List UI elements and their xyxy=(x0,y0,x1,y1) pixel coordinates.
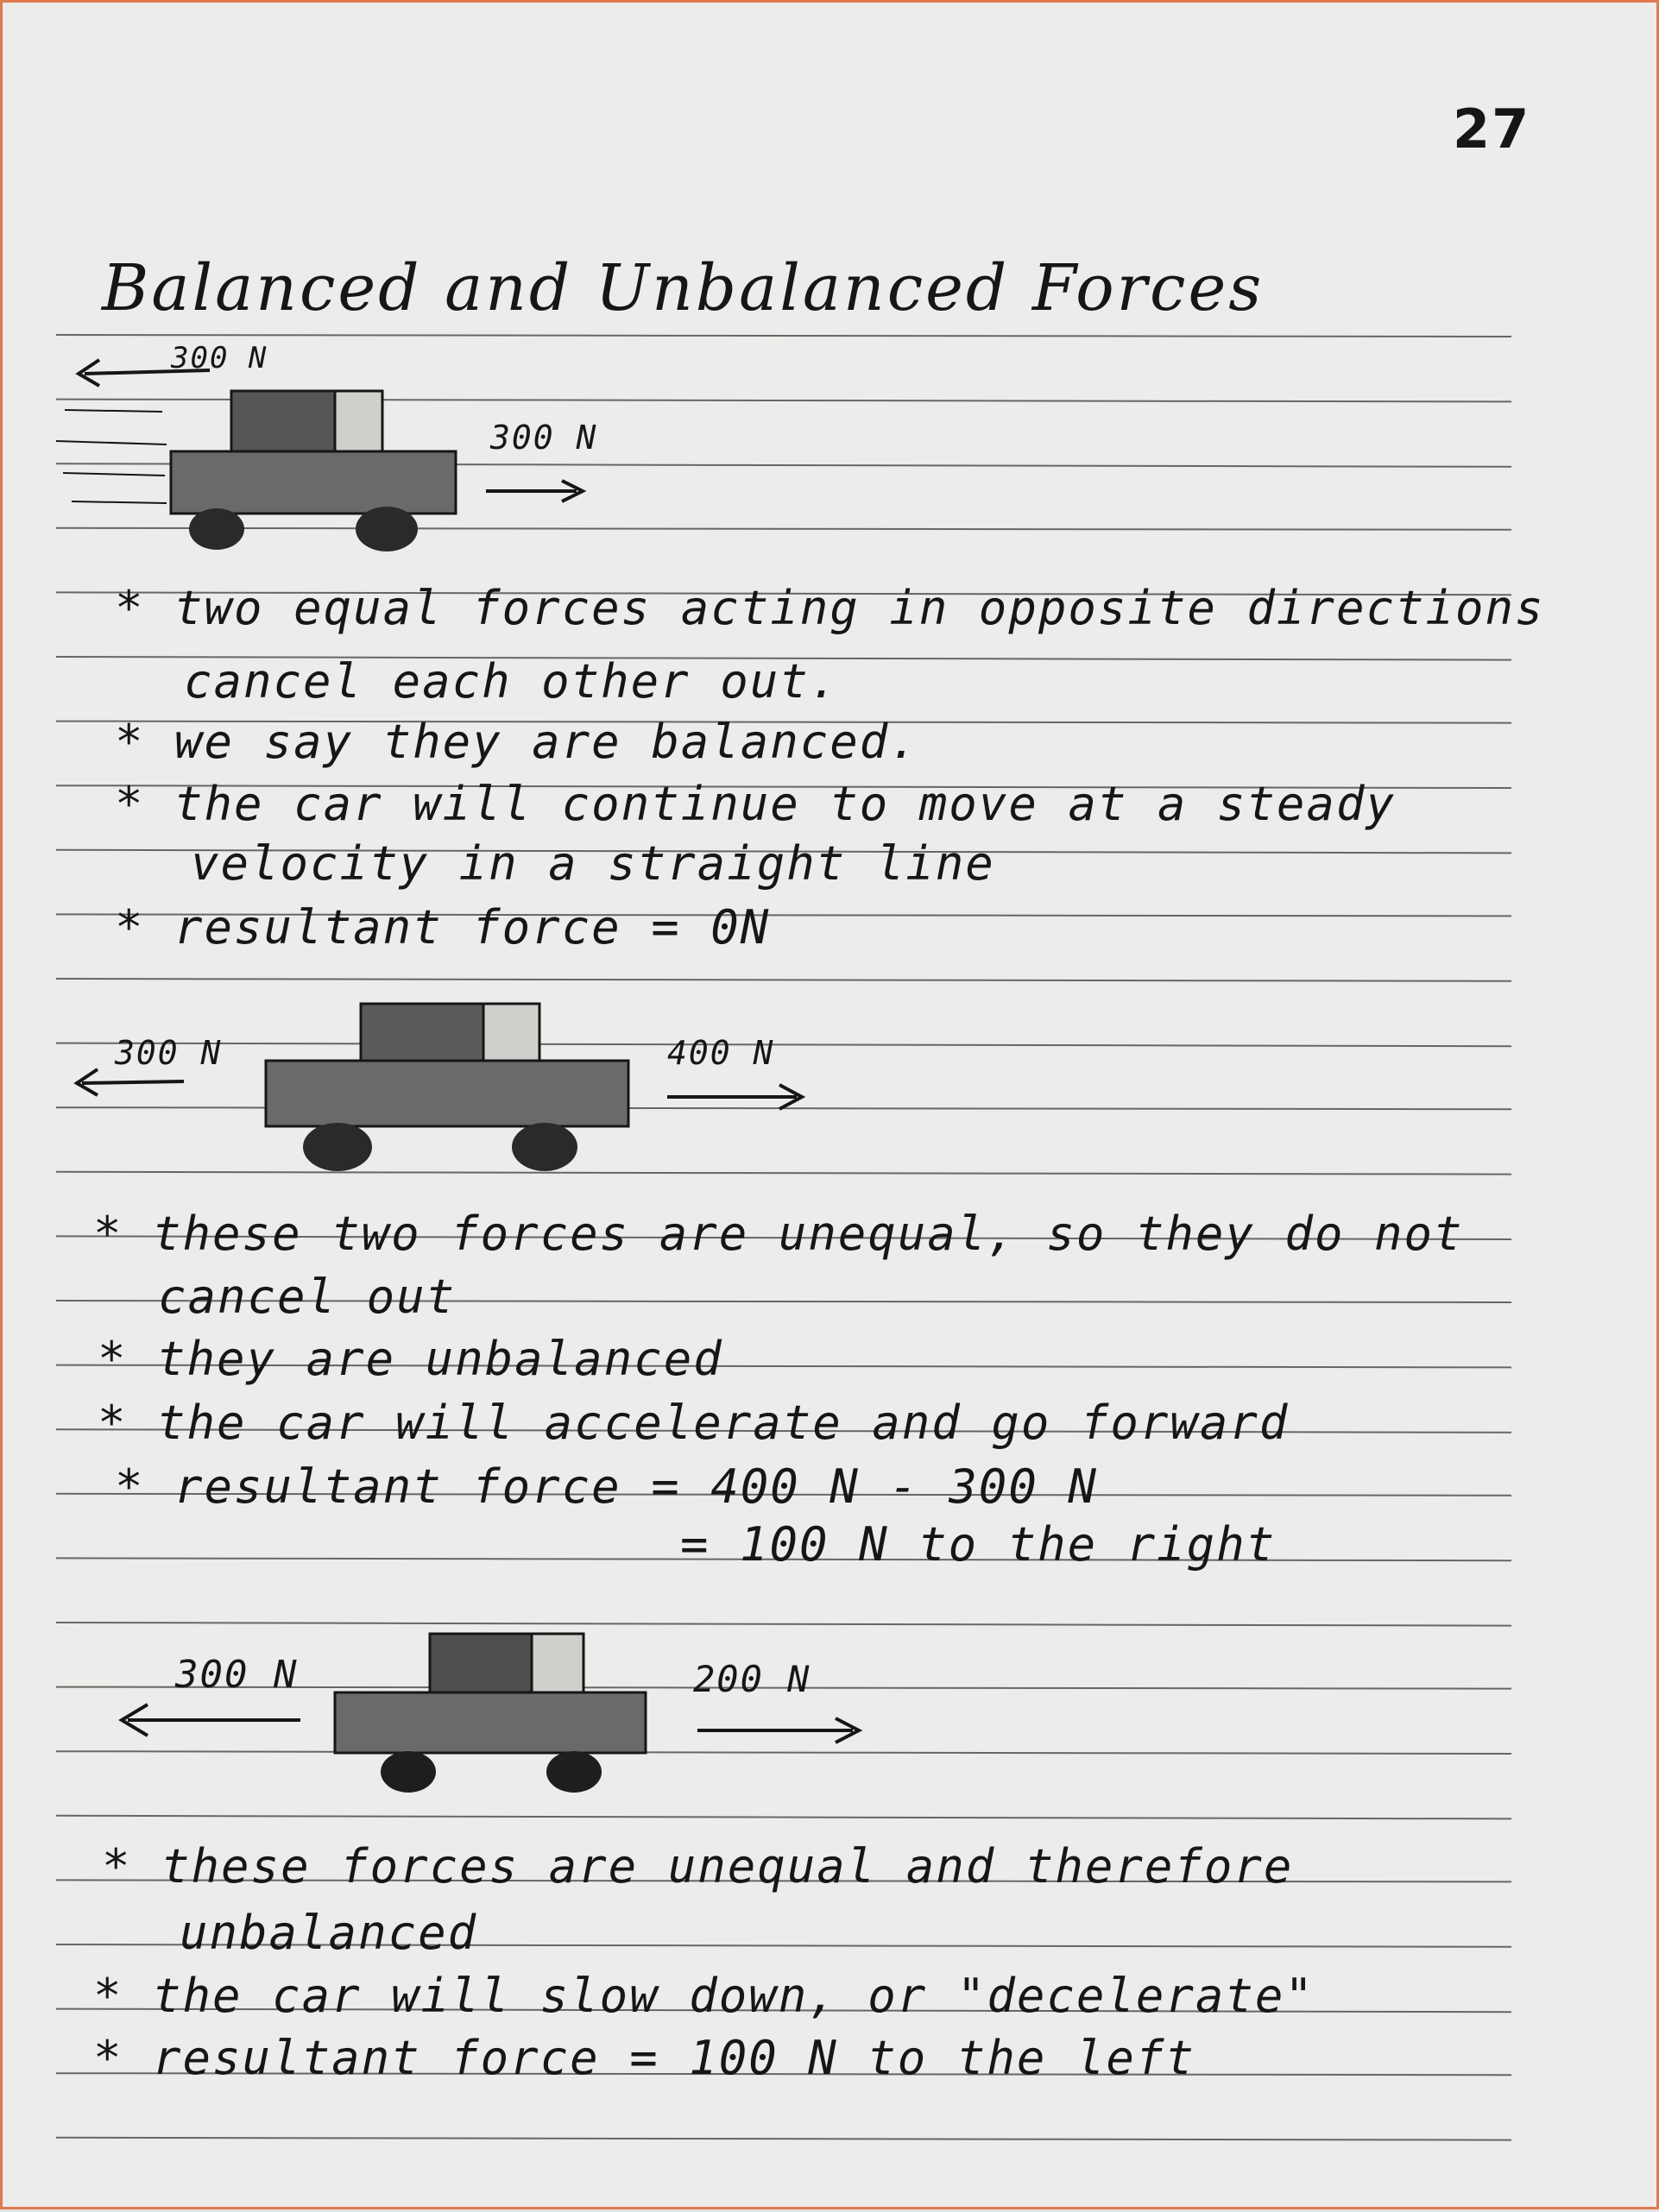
note-line: * these two forces are unequal, so they do not xyxy=(93,1207,1464,1261)
note-line: * these forces are unequal and therefore xyxy=(102,1839,1294,1894)
note-line: * resultant force = 0N xyxy=(115,900,771,955)
diagram2-left-force-label: 300 N xyxy=(115,1034,223,1072)
diagram1-left-force-label: 300 N xyxy=(171,341,268,375)
note-line: * resultant force = 400 N - 300 N xyxy=(115,1459,1098,1514)
diagram1-right-force-label: 300 N xyxy=(490,419,598,457)
page-number: 27 xyxy=(1453,98,1531,161)
note-line: * resultant force = 100 N to the left xyxy=(93,2031,1195,2085)
note-line: * we say they are balanced. xyxy=(115,715,919,769)
diagram3-right-force-label: 200 N xyxy=(693,1658,811,1700)
note-line: * the car will continue to move at a steady xyxy=(115,777,1396,831)
diagram3-left-force-label: 300 N xyxy=(175,1653,299,1697)
note-line: cancel each other out. xyxy=(184,654,840,709)
note-line: * the car will slow down, or "decelerate" xyxy=(93,1969,1315,2023)
note-line: unbalanced xyxy=(180,1906,478,1960)
diagram2-right-force-label: 400 N xyxy=(667,1034,775,1072)
note-line: cancel out xyxy=(158,1270,457,1324)
page-title: Balanced and Unbalanced Forces xyxy=(102,251,1265,325)
note-line: * they are unbalanced xyxy=(98,1332,723,1386)
note-line: * the car will accelerate and go forward xyxy=(98,1396,1290,1450)
note-line: = 100 N to the right xyxy=(680,1517,1277,1572)
note-line: * two equal forces acting in opposite directions xyxy=(115,581,1545,635)
note-line: velocity in a straight line xyxy=(191,836,995,891)
